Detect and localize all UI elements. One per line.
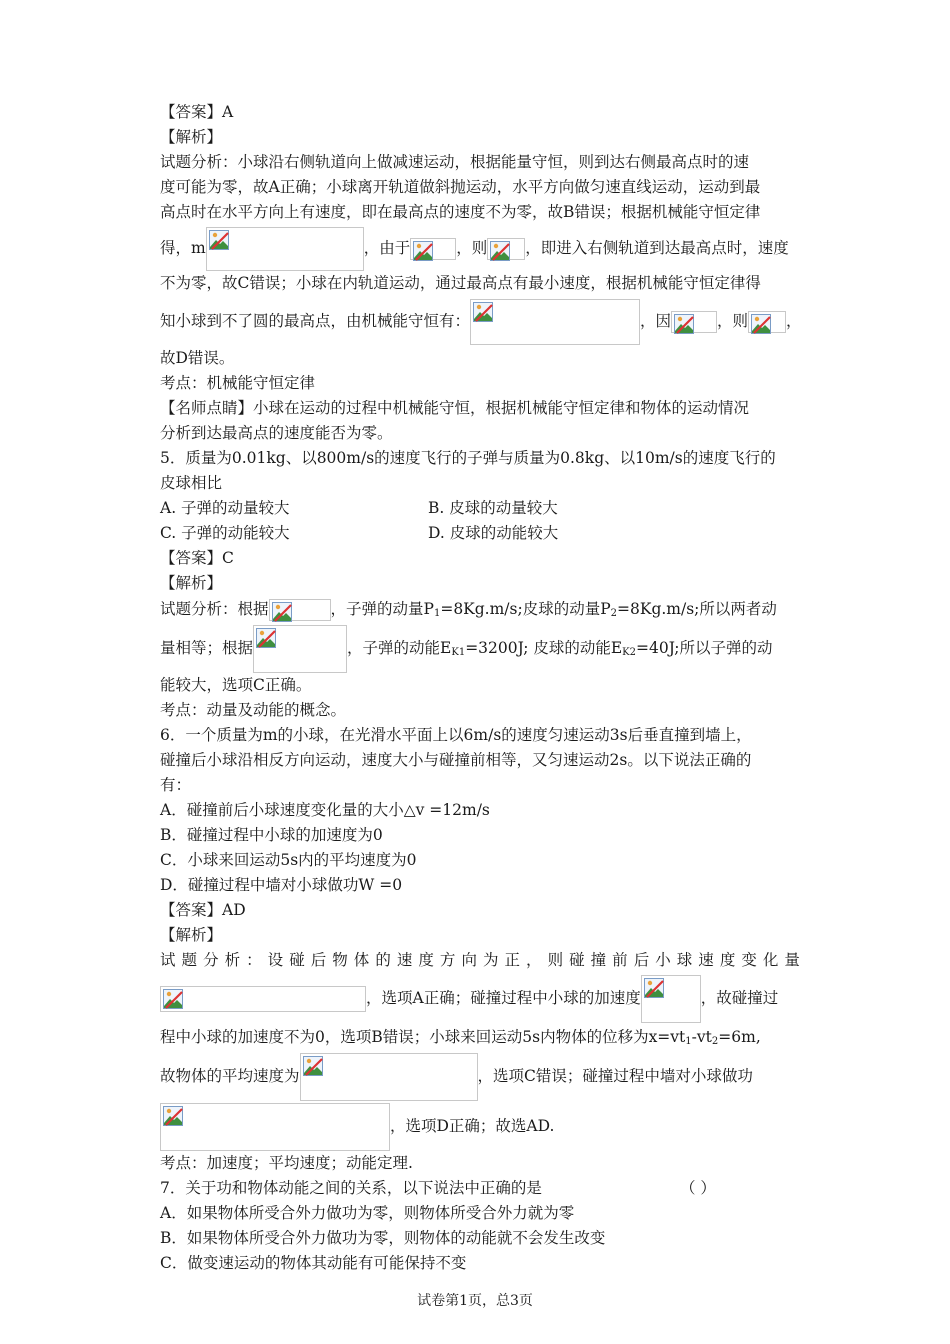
- q6-stem: 有：: [160, 776, 192, 794]
- justified-char: 题: [181, 951, 198, 969]
- justified-char: 试: [160, 951, 176, 969]
- q6-text-line: ，选项D正确；故选AD.: [160, 1101, 800, 1151]
- q5-analysis-label: 【解析】: [160, 574, 223, 592]
- q7-option-a: A．如果物体所受合外力做功为零，则物体所受合外力就为零: [160, 1204, 575, 1222]
- q5-stem: 皮球相比: [160, 474, 223, 492]
- justified-char: 前: [612, 951, 628, 969]
- justified-char: 碰: [289, 951, 305, 969]
- q5-option-d: D. 皮球的动能较大: [428, 524, 559, 542]
- q6-option-a: A．碰撞前后小球速度变化量的大小△v =12m/s: [160, 801, 490, 819]
- q6-option-d: D．碰撞过程中墙对小球做功W =0: [160, 876, 403, 894]
- page-footer: 试卷第1页，总3页: [417, 1293, 533, 1309]
- justified-char: 变: [741, 951, 757, 969]
- q6-text-line: ，选项A正确；碰撞过程中小球的加速度 ，故碰撞过: [160, 973, 800, 1023]
- formula-image-placeholder: [253, 625, 347, 673]
- justified-char: 方: [439, 951, 456, 969]
- q5-option-a: A. 子弹的动量较大: [160, 499, 290, 517]
- justified-char: 为: [482, 951, 499, 969]
- q5-kaodian: 考点：动量及动能的概念。: [160, 701, 347, 719]
- q4-text-line: 试题分析：小球沿右侧轨道向上做减速运动，根据能量守恒，则到达右侧最高点时的速: [160, 153, 750, 171]
- justified-char: ：: [246, 951, 262, 969]
- formula-image-placeholder: [160, 1103, 390, 1151]
- justified-char: 析: [224, 951, 241, 969]
- formula-image-placeholder: [206, 227, 364, 271]
- q5-text-line: 试题分析：根据 ，子弹的动量$P_1=8Kg.m/s$;皮球的动量$P_2=8Kg.m/s$;所以两者动: [160, 596, 800, 623]
- q4-text-line: 知小球到不了圆的最高点，由机械能守恒有： ，因 ，则 ，: [160, 296, 800, 346]
- justified-char: 球: [676, 951, 693, 969]
- justified-char: 撞: [590, 951, 607, 969]
- formula-image-placeholder: [300, 1053, 478, 1101]
- justified-char: 物: [332, 951, 348, 969]
- formula-image-placeholder: [671, 311, 717, 333]
- justified-char: 分: [203, 951, 219, 969]
- justified-char: 度: [418, 951, 434, 969]
- justified-char: 度: [719, 951, 736, 969]
- q6-option-c: C．小球来回运动5s内的平均速度为0: [160, 851, 417, 869]
- justified-char: 化: [762, 951, 779, 969]
- q5-options-row: [160, 521, 800, 546]
- justified-char: 正: [504, 951, 521, 969]
- q7-stem: 7．关于功和物体动能之间的关系，以下说法中正确的是 （ ）: [160, 1176, 800, 1201]
- justified-char: 体: [353, 951, 370, 969]
- formula-image-placeholder: [748, 311, 786, 333]
- q4-mingshi: 分析到达最高点的速度能否为零。: [160, 424, 393, 442]
- q4-analysis-label: 【解析】: [160, 128, 223, 146]
- q4-text-line: 不为零，故C错误；小球在内轨道运动，通过最高点有最小速度，根据机械能守恒定律得: [160, 274, 761, 292]
- q6-kaodian: 考点：加速度；平均速度；动能定理.: [160, 1154, 413, 1172]
- q4-mingshi: 【名师点睛】小球在运动的过程中机械能守恒，根据机械能守恒定律和物体的运动情况: [160, 399, 750, 417]
- formula-image-placeholder: [487, 238, 525, 260]
- answer-paren: （ ）: [680, 1179, 716, 1197]
- q4-text-line: 得，m ，由于 ，则 ，即进入右侧轨道到达最高点时，速度: [160, 225, 800, 271]
- q5-answer: 【答案】C: [160, 549, 234, 567]
- q7-option-c: C．做变速运动的物体其动能有可能保持不变: [160, 1254, 467, 1272]
- justified-char: 量: [784, 951, 800, 969]
- q5-options-row: [160, 496, 800, 521]
- justified-char: 速: [396, 951, 413, 969]
- q5-text-line: 能较大，选项C正确。: [160, 676, 312, 694]
- justified-char: 后: [633, 951, 650, 969]
- q6-analysis-label: 【解析】: [160, 926, 223, 944]
- q4-answer: 【答案】A: [160, 103, 234, 121]
- justified-char: 向: [461, 951, 477, 969]
- formula-image-placeholder: [470, 299, 640, 345]
- q6-stem: 6．一个质量为m的小球，在光滑水平面上以6m/s的速度匀速运动3s后垂直撞到墙上，: [160, 726, 752, 744]
- q6-answer: 【答案】AD: [160, 901, 246, 919]
- justified-char: 小: [655, 951, 671, 969]
- justified-char: 则: [547, 951, 564, 969]
- q5-option-c: C. 子弹的动能较大: [160, 524, 290, 542]
- justified-char: 的: [375, 951, 391, 969]
- justified-char: ，: [526, 951, 542, 969]
- q6-text-line: 故物体的平均速度为 ，选项C错误；碰撞过程中墙对小球做功: [160, 1051, 800, 1101]
- formula-image-placeholder: [269, 599, 331, 621]
- justified-char: 后: [310, 951, 327, 969]
- q7-option-b: B．如果物体所受合外力做功为零，则物体的动能就不会发生改变: [160, 1229, 606, 1247]
- q6-text-line: 程中小球的加速度不为0，选项B错误；小球来回运动5s内物体的位移为$x=vt_1-vt_2=6m$,: [160, 1028, 761, 1047]
- justified-char: 速: [698, 951, 714, 969]
- formula-image-placeholder: [160, 986, 366, 1012]
- q4-text-line: 故D错误。: [160, 349, 235, 367]
- q4-kaodian: 考点：机械能守恒定律: [160, 374, 316, 392]
- q4-text-line: 度可能为零，故A正确；小球离开轨道做斜抛运动，水平方向做匀速直线运动，运动到最: [160, 178, 761, 196]
- q4-text-line: 高点时在水平方向上有速度，即在最高点的速度不为零，故B错误；根据机械能守恒定律: [160, 203, 761, 221]
- formula-image-placeholder: [410, 238, 456, 260]
- q6-option-b: B．碰撞过程中小球的加速度为0: [160, 826, 383, 844]
- q5-text-line: 量相等；根据 ，子弹的动能$E_{K1}=3200J$; 皮球的动能$E_{K2}=40J$;所以子弹的动: [160, 623, 800, 673]
- q6-text-line-justified: [160, 948, 800, 973]
- q5-option-b: B. 皮球的动量较大: [428, 499, 558, 517]
- justified-char: 碰: [569, 951, 585, 969]
- q5-stem: 5．质量为0.01kg、以800m/s的速度飞行的子弹与质量为0.8kg、以10m/s的速度飞行的: [160, 449, 776, 467]
- document-page: [160, 100, 800, 1276]
- justified-char: 设: [267, 951, 284, 969]
- q6-stem: 碰撞后小球沿相反方向运动，速度大小与碰撞前相等，又匀速运动2s。以下说法正确的: [160, 751, 752, 769]
- formula-image-placeholder: [641, 975, 701, 1023]
